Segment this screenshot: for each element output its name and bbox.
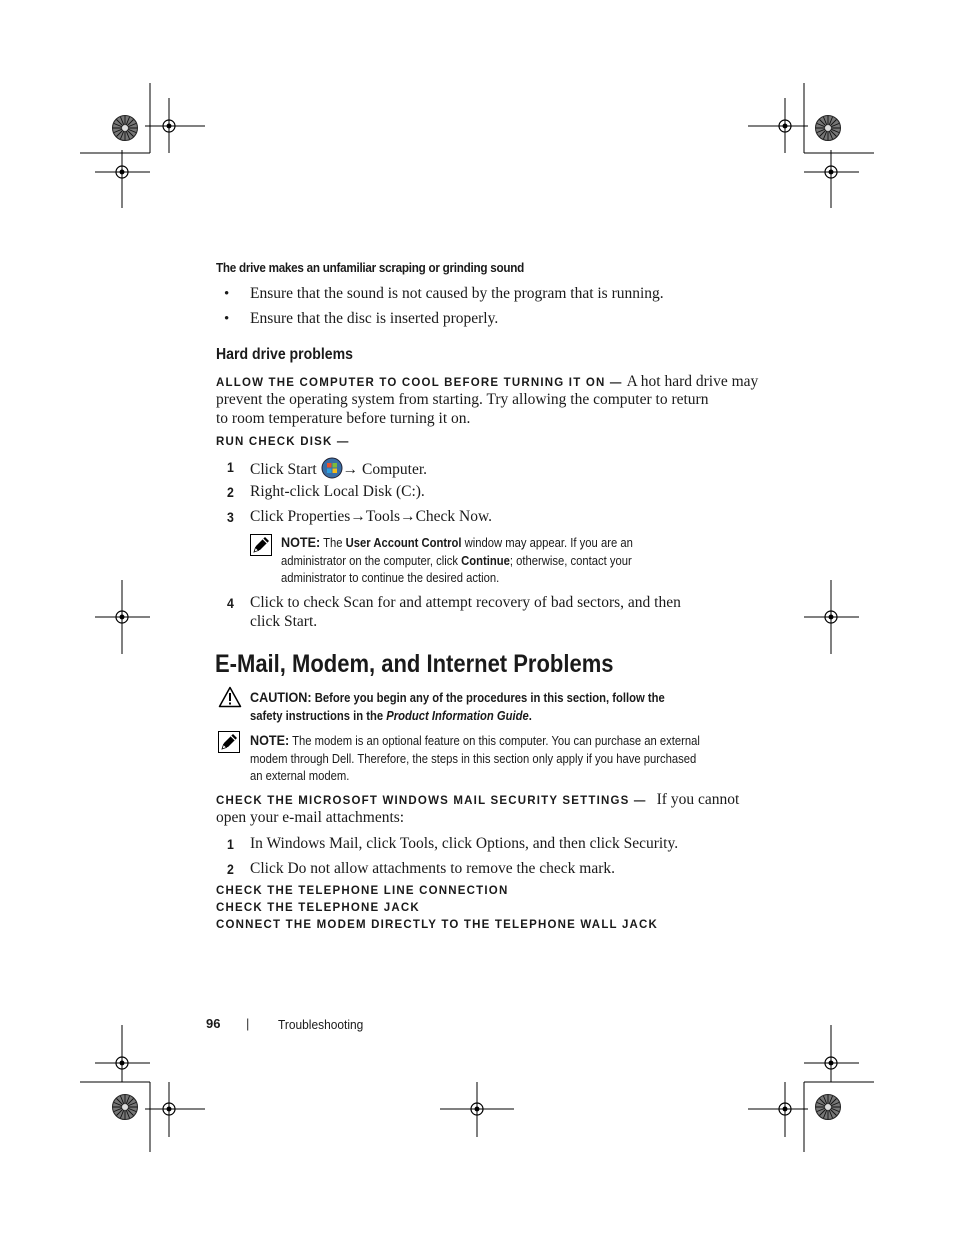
mail-security-head: CHECK THE MICROSOFT WINDOWS MAIL SECURITY SETTINGS — — [216, 795, 647, 807]
start-label: Start — [284, 613, 314, 630]
do-not-allow-attachments-label: Do not allow attachments — [287, 860, 447, 877]
properties-label: Properties — [287, 508, 351, 525]
step-number: 1 — [227, 459, 234, 475]
check-telephone-line-head: CHECK THE TELEPHONE LINE CONNECTION — [216, 885, 509, 897]
step-text — [250, 593, 710, 631]
drive-sound-heading: The drive makes an unfamiliar scraping or grinding sound — [216, 260, 524, 275]
step-number: 3 — [227, 509, 234, 525]
footer-separator: | — [246, 1016, 250, 1031]
product-information-guide-title: Product Information Guide — [386, 708, 529, 723]
step-text — [250, 859, 615, 878]
step-text-plain: Click — [250, 461, 288, 478]
punctuation: . — [674, 835, 679, 852]
step-text — [250, 507, 492, 526]
note-pencil-icon — [218, 731, 240, 753]
modem-note — [250, 732, 755, 786]
check-disk-note — [281, 534, 731, 588]
security-label: Security — [623, 835, 675, 852]
bullet-icon: • — [224, 286, 230, 302]
step-number: 4 — [227, 595, 234, 611]
allow-cool-text-2: prevent the operating system from starting. Try allowing the computer to return to room temperature before turning it on. — [216, 391, 709, 427]
note-text: The — [323, 536, 346, 550]
connect-modem-head: CONNECT THE MODEM DIRECTLY TO THE TELEPHONE WALL JACK — [216, 919, 659, 931]
list-item — [224, 284, 229, 304]
arrow-icon: → — [400, 508, 416, 525]
check-disk-head: RUN CHECK DISK — — [216, 436, 350, 448]
caution-triangle-icon — [218, 686, 242, 708]
windows-start-icon — [321, 457, 343, 479]
arrow-icon: → — [350, 508, 366, 525]
list-item — [224, 309, 229, 329]
bullet-text: Ensure that the sound is not caused by the program that is running. — [250, 285, 664, 302]
step-number: 2 — [227, 861, 234, 877]
tools-label: Tools — [399, 835, 435, 852]
step-text-plain: to remove the check mark. — [446, 860, 616, 877]
punctuation: . — [488, 508, 493, 525]
step-text-plain: , click — [434, 835, 476, 852]
bullet-icon: • — [224, 311, 230, 327]
step-text-plain: In Windows Mail, click — [250, 835, 400, 852]
step-text-plain: Click to check — [250, 594, 344, 611]
caution-note — [250, 689, 740, 725]
check-now-label: Check Now — [415, 508, 489, 525]
registration-sun-icon — [113, 116, 138, 141]
hard-drive-heading: Hard drive problems — [216, 346, 353, 363]
step-text — [250, 834, 678, 853]
step-text-plain: Right-click — [250, 483, 324, 500]
start-menu-label: Start — [287, 461, 317, 478]
local-disk-label: Local Disk (C:) — [323, 483, 421, 500]
mail-security-text-2: open your e-mail attachments: — [216, 809, 405, 826]
caution-label: CAUTION: — [250, 689, 312, 705]
user-account-control-label: User Account Control — [345, 536, 462, 550]
note-label: NOTE: — [250, 732, 290, 748]
footer-section-title: Troubleshooting — [278, 1017, 364, 1032]
allow-cool-text-1: A hot hard drive may — [626, 373, 759, 390]
note-text: window may appear. If you are an administrator on the computer, click — [281, 536, 633, 568]
email-section-heading: E-Mail, Modem, and Internet Problems — [215, 650, 614, 678]
punctuation: . — [528, 708, 532, 723]
bullet-text: Ensure that the disc is inserted properly. — [250, 310, 499, 327]
continue-label: Continue — [461, 553, 510, 568]
step-text-plain: , and then click — [525, 835, 624, 852]
check-telephone-jack-head: CHECK THE TELEPHONE JACK — [216, 902, 420, 914]
step-text — [250, 482, 425, 501]
computer-label: Computer — [362, 461, 424, 478]
caution-text: Before you begin any of the procedures in this section, follow the safety instructions in the — [250, 691, 665, 723]
note-text: ; otherwise, contact your administrator to continue the desired action. — [281, 553, 632, 585]
tools-label: Tools — [365, 508, 401, 525]
punctuation: . — [423, 461, 428, 478]
step-text-plain: Click — [250, 860, 288, 877]
step-text-plain: Click — [250, 508, 288, 525]
note-text: The modem is an optional feature on this computer. You can purchase an external modem through Dell. Therefore, the steps in this section only apply if you have purchased an external modem. — [250, 734, 700, 783]
page-number: 96 — [206, 1016, 221, 1031]
mail-security-paragraph — [216, 790, 740, 827]
punctuation: . — [313, 613, 318, 630]
options-label: Options — [475, 835, 525, 852]
allow-cool-head: ALLOW THE COMPUTER TO COOL BEFORE TURNING IT ON — — [216, 377, 623, 389]
step-number: 2 — [227, 484, 234, 500]
allow-cool-paragraph — [216, 372, 759, 428]
step-number: 1 — [227, 836, 234, 852]
punctuation: . — [420, 483, 425, 500]
mail-security-text-1: If you cannot — [656, 791, 740, 808]
note-pencil-icon — [250, 534, 272, 556]
note-label: NOTE: — [281, 534, 321, 550]
step-text — [250, 457, 427, 479]
scan-option-label: Scan for and attempt recovery of bad sectors — [343, 594, 621, 611]
arrow-icon: → — [342, 461, 359, 478]
step-text-plain: , and then click — [250, 594, 681, 630]
